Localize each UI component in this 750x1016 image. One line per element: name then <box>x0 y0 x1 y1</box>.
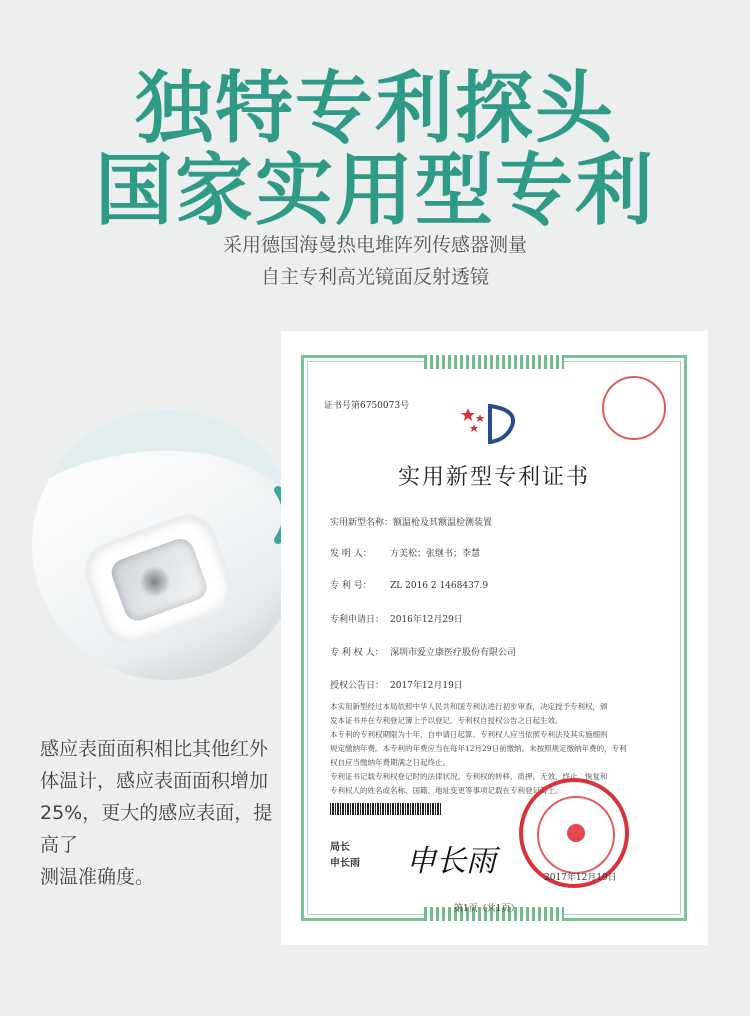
feature-line: 体温计，感应表面面积增加 <box>40 770 269 792</box>
field-application-date <box>330 612 463 625</box>
headline-line1: 独特专利探头 <box>134 64 615 154</box>
body-line: 专利权人的姓名或名称、国籍、地址变更等事项记载在专利登记簿上。 <box>330 786 563 795</box>
body-line: 发本证书并在专利登记簿上予以登记。专利权自授权公告之日起生效。 <box>330 716 563 725</box>
body-line: 专利证书记载专利权登记时的法律状况。专利权的转移、质押、无效、终止、恢复和 <box>330 772 608 781</box>
patent-office-logo <box>460 398 524 448</box>
subheadline-line2: 自主专利高光镜面反射透镜 <box>260 266 489 288</box>
page-indicator: 第1页（共1页） <box>454 904 520 914</box>
feature-line: 测温准确度。 <box>40 866 155 888</box>
probe-head <box>81 511 237 649</box>
field-label: 专 利 权 人： <box>330 648 384 658</box>
signer-title: 局长 <box>330 842 350 853</box>
feature-line: 感应表面面积相比其他红外 <box>40 738 269 760</box>
probe-lens <box>108 535 211 625</box>
signer-name: 申长雨 <box>330 858 360 869</box>
field-label: 发 明 人： <box>330 549 372 559</box>
field-label: 专 利 号： <box>330 581 372 591</box>
field-patent-number <box>330 578 488 591</box>
subheadline-line1: 采用德国海曼热电堆阵列传感器测量 <box>222 234 527 256</box>
body-line: 权自应当缴纳年费期满之日起终止。 <box>330 758 450 767</box>
signature: 申长雨 <box>406 844 496 879</box>
field-name <box>330 515 492 528</box>
feature-description <box>40 733 280 893</box>
certificate-title: 实用新型专利证书 <box>397 465 590 490</box>
stamp-inner-ring <box>537 796 615 874</box>
field-inventor <box>330 546 480 559</box>
field-label: 授权公告日： <box>330 681 385 691</box>
field-value: ZL 2016 2 1468437.9 <box>390 581 489 591</box>
barcode <box>330 803 442 815</box>
field-value: 深圳市爱立康医疗股份有限公司 <box>390 648 517 658</box>
field-patentee <box>330 645 516 658</box>
field-value: 2017年12月19日 <box>390 681 463 691</box>
field-value: 额温枪及其额温检测装置 <box>393 518 493 528</box>
field-label: 专利申请日： <box>330 615 385 625</box>
stamp-date: 2017年12月19日 <box>544 873 617 883</box>
field-value: 方美松；张继书；李慧 <box>390 549 481 559</box>
field-announcement-date <box>330 678 463 691</box>
patent-certificate <box>301 355 687 921</box>
feature-line: 25%，更大的感应表面，提高了 <box>40 802 273 856</box>
national-emblem-icon <box>567 824 585 842</box>
body-line: 规定缴纳年费。本专利的年费应当在每年12月29日前缴纳。未按照规定缴纳年费的，专利 <box>330 744 627 753</box>
field-value: 2016年12月29日 <box>390 615 463 625</box>
certificate-body-text <box>330 700 670 798</box>
top-ornament <box>424 355 564 369</box>
sensor-icon <box>134 561 175 602</box>
body-line: 本专利的专利权期限为十年，自申请日起算。专利权人应当依照专利法及其实施细则 <box>330 730 608 739</box>
small-red-seal-icon <box>602 376 666 440</box>
body-line: 本实用新型经过本局依照中华人民共和国专利法进行初步审查，决定授予专利权，颁 <box>330 702 608 711</box>
cert-number: 证书号第6750073号 <box>324 401 410 411</box>
field-label: 实用新型名称： <box>330 518 394 528</box>
headline-line2: 国家实用型专利 <box>94 146 655 236</box>
